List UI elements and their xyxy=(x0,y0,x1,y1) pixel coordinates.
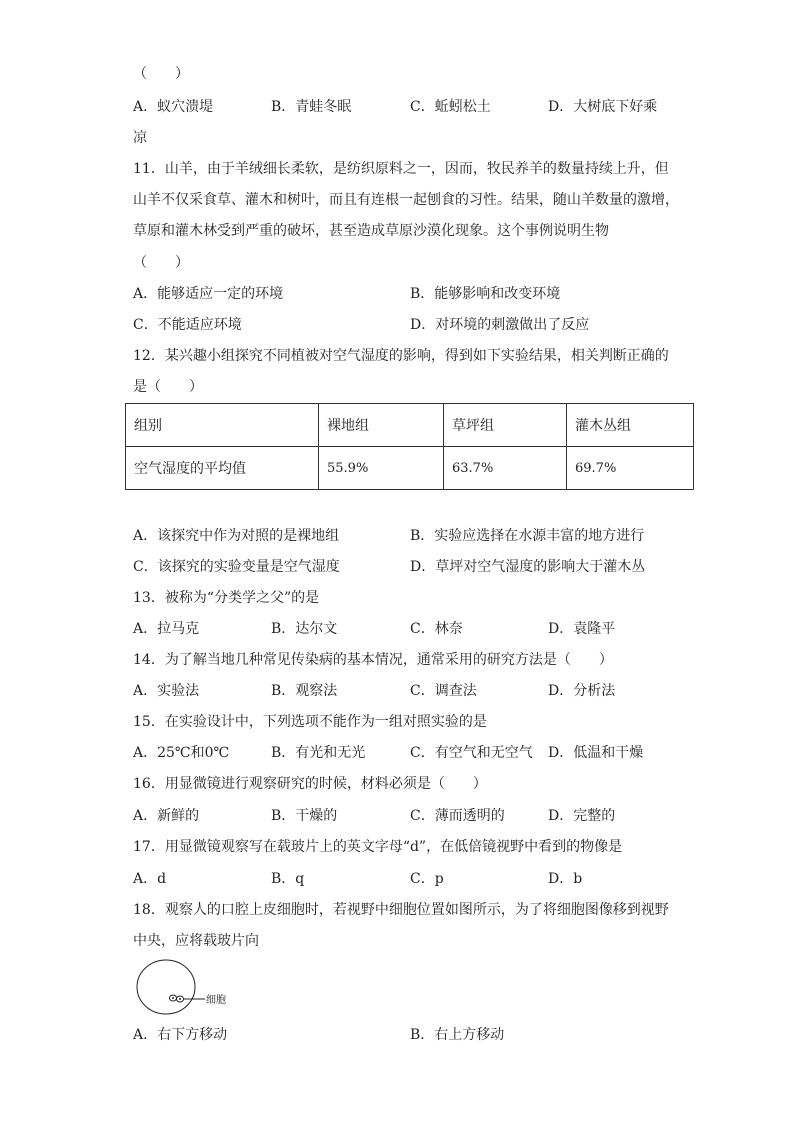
q11-answer-blank: （ ） xyxy=(133,255,189,271)
q11-stem-line-2: 山羊不仅采食草、灌木和树叶，而且有连根一起刨食的习性。结果，随山羊数量的激增， xyxy=(133,192,679,208)
table-header-cell: 草坪组 xyxy=(444,404,567,447)
q12-option-b: B．实验应选择在水源丰富的地方进行 xyxy=(410,528,645,544)
q10-option-d: D．大树底下好乘 xyxy=(548,99,658,115)
q17-stem: 17．用显微镜观察写在载玻片上的英文字母“d”，在低倍镜视野中看到的物像是 xyxy=(133,839,623,855)
q17-option-c: C．p xyxy=(410,871,444,887)
q11-option-b: B．能够影响和改变环境 xyxy=(410,286,561,302)
q16-option-a: A．新鲜的 xyxy=(133,808,200,824)
q14-option-a: A．实验法 xyxy=(133,683,200,699)
q12-results-table xyxy=(125,403,694,490)
table-header-cell: 裸地组 xyxy=(319,404,444,447)
q14-option-d: D．分析法 xyxy=(548,683,616,699)
q13-option-c: C．林奈 xyxy=(410,621,463,637)
field-of-view-diagram xyxy=(133,958,243,1018)
q17-option-b: B．q xyxy=(271,871,305,887)
q11-option-a: A．能够适应一定的环境 xyxy=(133,286,284,302)
table-cell: 55.9% xyxy=(319,447,444,490)
q17-option-a: A．d xyxy=(133,871,167,887)
q11-option-d: D．对环境的刺激做出了反应 xyxy=(410,317,590,333)
q16-option-d: D．完整的 xyxy=(548,808,616,824)
q17-option-d: D．b xyxy=(548,871,583,887)
q12-stem-line-2: 是（ ） xyxy=(133,379,203,395)
q11-option-c: C．不能适应环境 xyxy=(133,317,242,333)
q18-option-b: B．右上方移动 xyxy=(410,1027,505,1043)
q10-answer-blank: （ ） xyxy=(133,66,189,82)
q12-option-c: C．该探究的实验变量是空气湿度 xyxy=(133,559,340,575)
q15-option-d: D．低温和干燥 xyxy=(548,745,644,761)
q14-option-c: C．调查法 xyxy=(410,683,477,699)
cell-nucleus-icon xyxy=(179,998,181,1000)
q14-stem: 14．为了解当地几种常见传染病的基本情况，通常采用的研究方法是（ ） xyxy=(133,652,613,668)
q11-stem-line-1: 11．山羊，由于羊绒细长柔软，是纺织原料之一，因而，牧民养羊的数量持续上升，但 xyxy=(133,161,669,177)
table-header-cell: 组别 xyxy=(126,404,319,447)
q13-option-d: D．袁隆平 xyxy=(548,621,616,637)
q13-option-a: A．拉马克 xyxy=(133,621,200,637)
q15-option-c: C．有空气和无空气 xyxy=(410,745,533,761)
cell-label: 细胞 xyxy=(206,995,226,1006)
q15-stem: 15．在实验设计中，下列选项不能作为一组对照实验的是 xyxy=(133,714,487,730)
q14-option-b: B．观察法 xyxy=(271,683,338,699)
q15-option-a: A．25℃和0℃ xyxy=(133,745,230,761)
q11-stem-line-3: 草原和灌木林受到严重的破坏，甚至造成草原沙漠化现象。这个事例说明生物 xyxy=(133,223,609,239)
q12-option-a: A．该探究中作为对照的是裸地组 xyxy=(133,528,340,544)
table-cell: 空气湿度的平均值 xyxy=(126,447,319,490)
table-row xyxy=(126,447,694,490)
table-header-row xyxy=(126,404,694,447)
field-of-view-circle xyxy=(137,960,195,1014)
q15-option-b: B．有光和无光 xyxy=(271,745,366,761)
q13-option-b: B．达尔文 xyxy=(271,621,338,637)
q16-option-c: C．薄而透明的 xyxy=(410,808,505,824)
q10-option-a: A．蚁穴溃堤 xyxy=(133,99,214,115)
q18-stem-line-2: 中央，应将载玻片向 xyxy=(133,933,259,949)
cell-nucleus-icon xyxy=(172,997,174,999)
table-cell: 69.7% xyxy=(567,447,694,490)
q16-stem: 16．用显微镜进行观察研究的时候，材料必须是（ ） xyxy=(133,776,487,792)
q18-stem-line-1: 18．观察人的口腔上皮细胞时，若视野中细胞位置如图所示，为了将细胞图像移到视野 xyxy=(133,902,669,918)
q10-option-d-continued: 凉 xyxy=(133,130,147,146)
table-cell: 63.7% xyxy=(444,447,567,490)
table-header-cell: 灌木丛组 xyxy=(567,404,694,447)
microscope-field-figure xyxy=(133,958,243,1018)
q16-option-b: B．干燥的 xyxy=(271,808,338,824)
q18-option-a: A．右下方移动 xyxy=(133,1027,228,1043)
q10-option-b: B．青蛙冬眠 xyxy=(271,99,352,115)
q13-stem: 13．被称为“分类学之父”的是 xyxy=(133,590,320,606)
q12-stem-line-1: 12．某兴趣小组探究不同植被对空气湿度的影响，得到如下实验结果，相关判断正确的 xyxy=(133,348,669,364)
q10-option-c: C．蚯蚓松土 xyxy=(410,99,491,115)
q12-option-d: D．草坪对空气湿度的影响大于灌木丛 xyxy=(410,559,646,575)
